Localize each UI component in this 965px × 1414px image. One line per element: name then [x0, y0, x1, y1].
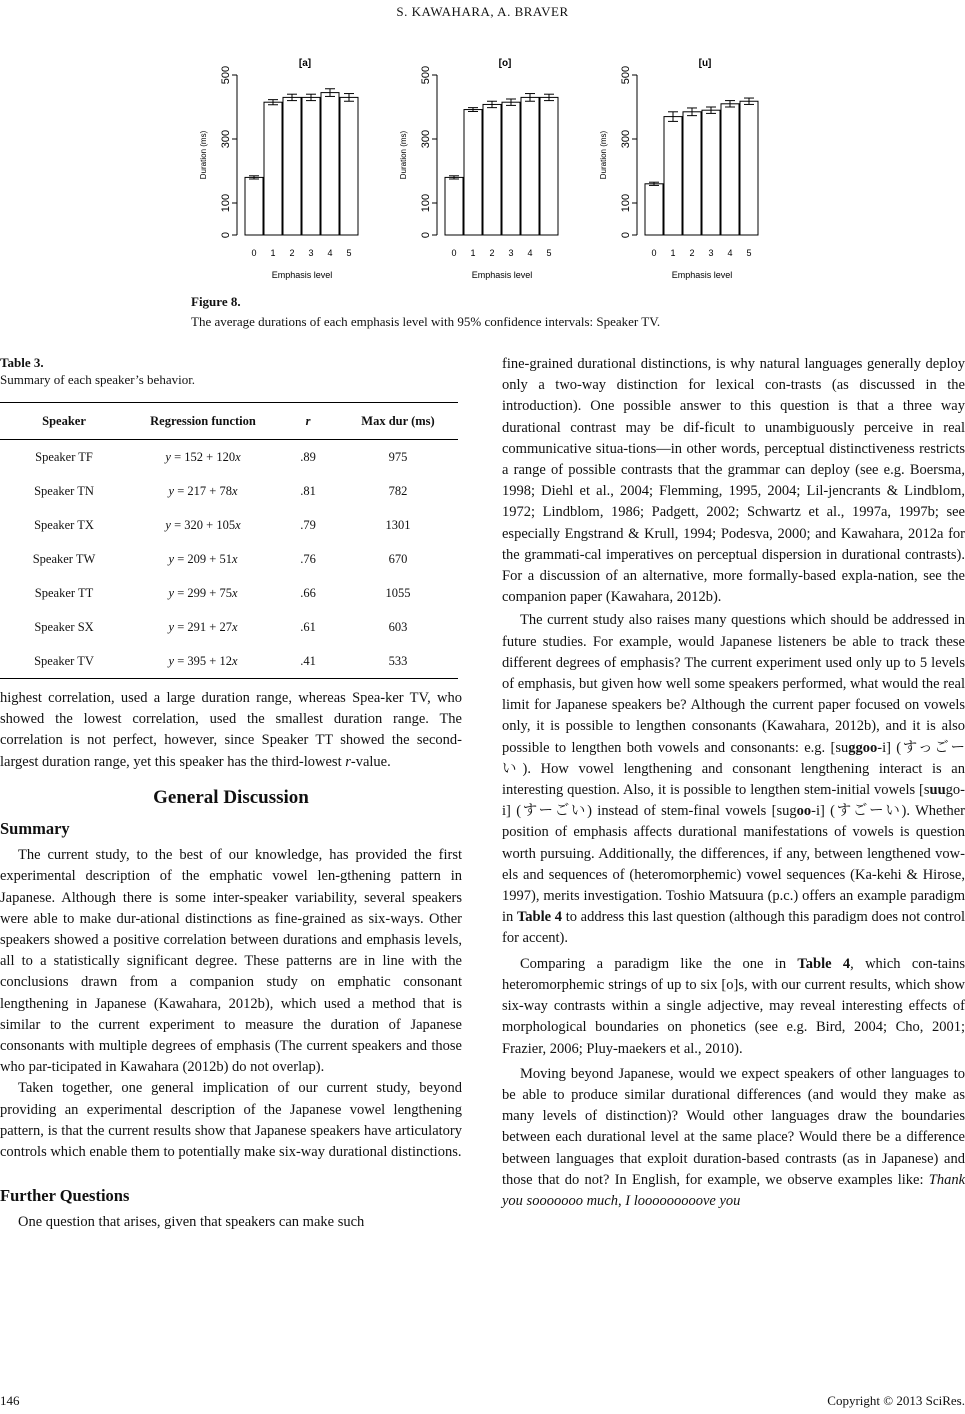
x-tick-label: 4 [727, 248, 733, 258]
page-number: 146 [0, 1393, 20, 1408]
bar [483, 104, 501, 235]
cell-speaker: Speaker TX [34, 517, 94, 532]
subsection-heading-summary: Summary [0, 819, 70, 839]
bar [521, 97, 539, 235]
cell-regression: y = 152 + 120x [165, 449, 241, 464]
x-tick-label: 1 [670, 248, 676, 258]
left-column [0, 688, 462, 1234]
paragraph: fine-grained durational distinctions, is why natural languages generally deploy only a two-way distinction for lexical con-trasts (as discussed in the introduction). One possible answer to this question is that a three way durational contrast may be dif-ficult to unambiguously perceive in real communicative situa-tions—in other words, perceptual distinctiveness restricts a range of possible contrasts that the grammar can deploy (see e.g. Boersma, 1998; Diehl et al., 2004; Flemming, 1995, 2004; Lil-jencrants & Lindblom, 1972; Lindblom, 1986; Padgett, 2002; Schwartz et al., 1997a, 1997b; see especially Engstrand & Krull, 1994; Podesva, 2000; and Kawahara, 2012a for the grammati-cal imperatives on perceptual dispersion in durational contrasts). For a discussion of an alternative, more formally-based expla-nation, see the companion paper (Kawahara, 2012b). [502, 356, 965, 606]
chart-panel-1 [399, 58, 558, 280]
cell-regression: y = 320 + 105x [165, 517, 241, 532]
paragraph: Comparing a paradigm like the one in Table 4, which con-tains heteromorphemic strings of up to six [o]s, with our current results, which show six-way contrasts within a single adjective, may reveal interesting effects of morphological boundaries on phonetics (see e.g. Bird, 2004; Cho, 2001; Frazier, 2006; Pluy-maekers et al., 2010). [502, 955, 965, 1057]
x-axis-label: Emphasis level [271, 270, 333, 280]
y-axis-label: Duration (ms) [199, 130, 208, 180]
bar [683, 112, 701, 235]
x-tick-label: 0 [251, 248, 257, 258]
x-tick-label: 4 [327, 248, 333, 258]
cell-speaker: Speaker TT [34, 585, 94, 600]
x-axis-label: Emphasis level [471, 270, 533, 280]
y-tick-label: 500 [620, 65, 632, 85]
x-tick-label: 2 [489, 248, 495, 258]
subsection-heading-further-questions: Further Questions [0, 1186, 130, 1206]
table-row [0, 542, 458, 576]
y-tick-label: 500 [220, 65, 232, 85]
chart-title: [u] [698, 58, 712, 69]
cell-regression: y = 291 + 27x [168, 619, 238, 634]
cell-maxdur: 1055 [385, 585, 411, 600]
cell-speaker: Speaker TV [34, 653, 94, 668]
cell-r: .79 [300, 517, 316, 532]
x-tick-label: 2 [289, 248, 295, 258]
copyright: Copyright © 2013 SciRes. [827, 1393, 965, 1408]
cell-speaker: Speaker TW [32, 551, 96, 566]
bar [645, 184, 663, 235]
y-axis-label: Duration (ms) [599, 130, 608, 180]
paragraph: highest correlation, used a large duration range, whereas Spea-ker TV, who showed the lowest correlation, used the smallest duration range. The correlation is not perfect, however, since Speaker TT showed the second-largest duration range, yet this speaker has the third-lowest r-value. [0, 690, 462, 770]
y-tick-label: 0 [220, 231, 232, 239]
chart-panel-0 [199, 58, 358, 280]
cell-maxdur: 975 [388, 449, 408, 464]
x-tick-label: 5 [546, 248, 552, 258]
col-header-regression: Regression function [150, 413, 256, 428]
bar [702, 110, 720, 235]
table-row [0, 576, 458, 610]
cell-maxdur: 670 [388, 551, 408, 566]
table-4-reference: Table 4 [797, 955, 851, 972]
cell-r: .76 [300, 551, 316, 566]
x-tick-label: 5 [746, 248, 752, 258]
paragraph: Taken together, one general implication of our current study, beyond providing an experimental description of the Japanese vowel lengthening pattern, is that the current results show that Japanese speakers have articulatory controls which enable them to potentially make six-way durational distinctions. [0, 1080, 462, 1161]
y-tick-label: 300 [420, 129, 432, 149]
table-description: Summary of each speaker’s behavior. [0, 372, 196, 387]
bar [464, 110, 482, 235]
y-tick-label: 500 [420, 65, 432, 85]
x-tick-label: 0 [451, 248, 457, 258]
x-tick-label: 3 [308, 248, 314, 258]
section-heading-general-discussion: General Discussion [153, 786, 309, 808]
y-tick-label: 0 [420, 231, 432, 239]
paragraph: One question that arises, given that speakers can make such [18, 1214, 365, 1231]
bar [502, 102, 520, 235]
bar [740, 101, 758, 235]
right-column [502, 354, 965, 1212]
x-tick-label: 4 [527, 248, 533, 258]
y-axis-label: Duration (ms) [399, 130, 408, 180]
cell-maxdur: 533 [388, 653, 408, 668]
table-row [0, 440, 458, 475]
x-axis-label: Emphasis level [671, 270, 733, 280]
chart-title: [o] [498, 58, 512, 69]
x-tick-label: 1 [470, 248, 476, 258]
figure-caption-title: Figure 8. [191, 294, 241, 309]
cell-r: .66 [300, 585, 316, 600]
y-tick-label: 100 [420, 193, 432, 213]
table-row [0, 610, 458, 644]
cell-speaker: Speaker SX [34, 619, 94, 634]
chart-title: [a] [298, 58, 312, 69]
bar [245, 177, 263, 235]
cell-r: .61 [300, 619, 316, 634]
cell-regression: y = 217 + 78x [168, 483, 238, 498]
paragraph: The current study, to the best of our knowledge, has provided the first experimental description of the emphatic vowel len-gthening pattern in Japanese. Although there is some inter-speaker variability, several speakers were able to make dur-ational distinctions as fine-grained as six-ways. Other speakers showed a positive correlation between durations and emphasis levels, all to a statistically significant degree. These patterns are in line with the conclusions drawn from a companion study on emphatic consonant lengthening in Japanese (Kawahara, 2012b), which used a method that is similar to the current experiment to measure the duration of Japanese consonants with multiple degrees of emphasis (The current speakers and those who par-ticipated in Kawahara (2012b) do not overlap). [0, 847, 462, 1076]
y-tick-label: 300 [620, 129, 632, 149]
cell-maxdur: 782 [388, 483, 408, 498]
table-row [0, 644, 458, 679]
y-tick-label: 0 [620, 231, 632, 239]
col-header-speaker: Speaker [42, 413, 86, 428]
x-tick-label: 3 [708, 248, 714, 258]
x-tick-label: 1 [270, 248, 276, 258]
x-tick-label: 3 [508, 248, 514, 258]
col-header-r: r [305, 413, 311, 428]
col-header-maxdur: Max dur (ms) [361, 413, 435, 428]
bar [283, 97, 301, 235]
cell-r: .81 [300, 483, 316, 498]
x-tick-label: 5 [346, 248, 352, 258]
cell-r: .41 [300, 653, 316, 668]
y-tick-label: 100 [620, 193, 632, 213]
y-tick-label: 300 [220, 129, 232, 149]
bar [321, 93, 339, 235]
bar [664, 117, 682, 235]
summary-table [0, 402, 458, 679]
paragraph: Moving beyond Japanese, would we expect speakers of other languages to be able to produce similar durational differences (and would they make as many levels of distinction)? Would other languages draw the boundaries between each durational level at the same place? Would there be a difference between languages that exploit duration-based contrasts (as in Japanese) and those that do not? In English, for example, we observe examples like: Thank you sooooooo much, I looooooooove you [502, 1065, 965, 1209]
table-title: Table 3. [0, 355, 44, 370]
running-header: S. KAWAHARA, A. BRAVER [396, 4, 569, 19]
table-row [0, 508, 458, 542]
bar [445, 177, 463, 235]
table-row [0, 474, 458, 508]
y-tick-label: 100 [220, 193, 232, 213]
cell-speaker: Speaker TF [35, 449, 93, 464]
x-tick-label: 2 [689, 248, 695, 258]
bar [302, 97, 320, 235]
cell-regression: y = 209 + 51x [168, 551, 238, 566]
cell-speaker: Speaker TN [34, 483, 94, 498]
bar [721, 104, 739, 235]
table-4-reference: Table 4 [516, 909, 563, 926]
paragraph: The current study also raises many questions which should be addressed in future studies. For example, would Japanese listeners be able to track these different degrees of emphasis? The current experiment used only up to 5 levels of emphasis, but given how well some speakers performed, what would the real limit for Japanese speakers be? Although the current paper focused on vowels only, it is possible to lengthen consonants (Kawahara, 2012b), and it is also possible to lengthen both vowels and consonants: e.g. [suggoo-i] (すっごーい). How vowel lengthening and consonant lengthening interact is an interesting question. Also, it is possible to lengthen stem-initial vowels [suugo-i] (すーごい) instead of stem-final vowels [sugoo-i] (すごーい). Whether position of emphasis affects durational manifestations of vowels is question worth pursuing. Additionally, the differences, if any, between lengthened vow-els and sequences of (heteromorphemic) vowel sequences (Ka-kehi & Hirose, 1997), merits investigation. Toshio Matsuura (p.c.) offers an example paradigm in Table 4 to address this last question (although this paradigm does not control for accent). [502, 612, 965, 947]
cell-regression: y = 395 + 12x [168, 653, 238, 668]
cell-maxdur: 1301 [385, 517, 411, 532]
cell-regression: y = 299 + 75x [168, 585, 238, 600]
bar [540, 97, 558, 235]
bar [340, 97, 358, 235]
cell-r: .89 [300, 449, 316, 464]
table-header-row [0, 403, 458, 440]
figure-8-charts [190, 50, 790, 290]
cell-maxdur: 603 [388, 619, 408, 634]
bar [264, 102, 282, 235]
figure-caption-text: The average durations of each emphasis level with 95% confidence intervals: Speaker TV. [191, 314, 661, 329]
x-tick-label: 0 [651, 248, 657, 258]
chart-panel-2 [599, 58, 758, 280]
figure-8 [190, 50, 790, 290]
